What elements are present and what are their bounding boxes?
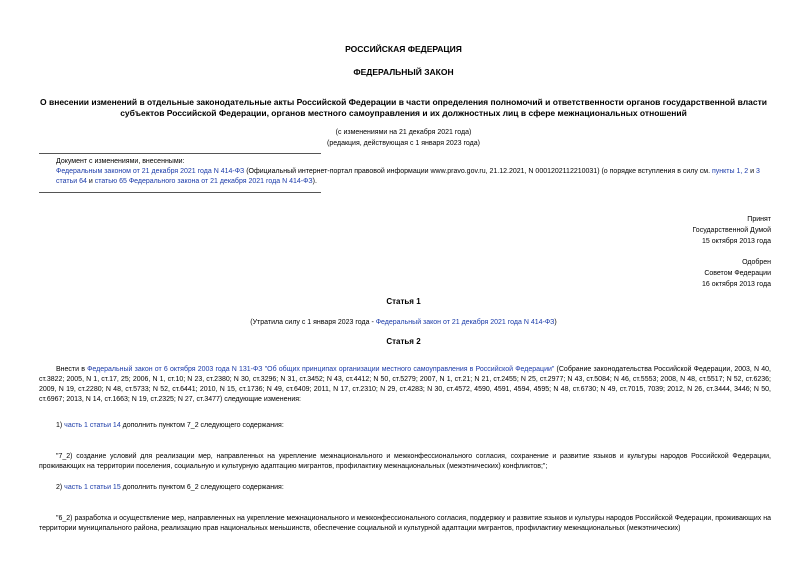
article-2-quote-2 xyxy=(39,514,771,534)
item-1-link[interactable]: часть 1 статьи 14 xyxy=(64,422,121,429)
accepted-block xyxy=(692,214,771,247)
doc-changes-text-3: и xyxy=(86,178,95,185)
doc-changes-text-1: (Официальный интернет-портал правовой информации www.pravo.gov.ru, 21.12.2021, N 0001202112210031) (о порядке вступления в силу см. xyxy=(244,168,712,175)
doc-changes-text-2: и xyxy=(748,168,756,175)
doc-changes-link-law[interactable]: Федеральным законом от 21 декабря 2021 года N 414-ФЗ xyxy=(56,168,245,175)
doc-changes-text-4: ). xyxy=(312,178,317,185)
article-1-note xyxy=(36,318,771,328)
divider-top xyxy=(39,153,321,154)
approved-line-1: Одобрен xyxy=(742,259,771,266)
article-2-heading: Статья 2 xyxy=(386,337,421,346)
doc-changes-link-article64[interactable]: 3 статьи 64 xyxy=(56,168,760,185)
doc-changes-label: Документ с изменениями, внесенными: xyxy=(56,158,185,165)
quote-2-text: "6_2) разработка и осуществление мер, направленных на укрепление межнационального и межконфессионального согласия, поддержку и развитие языков и культуры народов Российской Федерации, проживающих на территории муниципального района, реализацию прав национальных меньшинств, обеспечение социальной и культурной адаптации мигрантов, профилактику межнациональных (межэтнических) xyxy=(39,515,771,532)
article-1-heading: Статья 1 xyxy=(386,297,421,306)
item-2-link[interactable]: часть 1 статьи 15 xyxy=(64,484,121,491)
item-2-suffix: дополнить пунктом 6_2 следующего содержания: xyxy=(120,484,284,491)
article-2-intro-suffix: (Собрание законодательства Российской Федерации, 2003, N 40, ст.3822; 2005, N 1, ст.17, 25; 2006, N 1, ст.10; N 23, ст.2380; N 30, ст.3296; N 31, ст.3452; N 43, ст.4412; N 50, ст.5279; 2007, N 1, ст.21; N 21, ст.2455; N 25, ст.2977; N 43, ст.5084; N 46, ст.5553; 2008, N 48, ст.5517; N 52, ст.6236; 2009, N 19, ст.2280; N 48, ст.5733; N 52, ст.6441; 2010, N 15, ст.1736; N 49, ст.6409; 2011, N 17, ст.2310; N 29, ст.4283; N 30, ст.4572, 4590, 4591, 4594, 4595; N 48, ст.6730; N 49, ст.7015, 7039; 2012, N 26, ст.3444, 3446; N 50, ст.6967; 2013, N 14, ст.1663; N 19, ст.2325; N 27, ст.3477) следующие изменения: xyxy=(39,366,771,403)
article-2-quote-1 xyxy=(39,452,771,472)
article-2-item-2 xyxy=(39,483,771,493)
accepted-line-2: Государственной Думой xyxy=(692,227,771,234)
doc-changes-text xyxy=(39,167,771,187)
country-heading: РОССИЙСКАЯ ФЕДЕРАЦИЯ xyxy=(345,44,462,54)
quote-1-text: "7_2) создание условий для реализации мер, направленных на укрепление межнационального и межконфессионального согласия, сохранение и развитие языков и культуры народов Российской Федерации, проживающих на территории поселения, социальную и культурную адаптацию мигрантов, профилактику межнациональных (межэтнических) конфликтов;"; xyxy=(39,453,771,470)
law-title: О внесении изменений в отдельные законодательные акты Российской Федерации в части определения полномочий и ответственности органов государственной власти субъектов Российской Федерации, органов местного самоуправления и их должностных лиц в сфере межнациональных отношений xyxy=(40,97,767,118)
edition-changes: (с изменениями на 21 декабря 2021 года) xyxy=(335,129,472,136)
article-2-intro xyxy=(39,365,771,405)
edition-valid: (редакция, действующая с 1 января 2023 года) xyxy=(327,140,480,147)
item-1-prefix: 1) xyxy=(56,422,65,429)
article-2-intro-link[interactable]: Федеральный закон от 6 октября 2003 года N 131-ФЗ "Об общих принципах организации местного самоуправления в Российской Федерации" xyxy=(87,366,555,373)
divider-bottom xyxy=(39,192,321,193)
doc-changes-link-points[interactable]: пункты 1, 2 xyxy=(712,168,749,175)
item-1-suffix: дополнить пунктом 7_2 следующего содержания: xyxy=(120,422,284,429)
doc-changes-block xyxy=(39,157,771,187)
approved-line-2: Советом Федерации xyxy=(704,270,771,277)
article-2-item-1 xyxy=(39,421,771,431)
accepted-line-1: Принят xyxy=(747,216,771,223)
article-1-note-prefix: (Утратила силу с 1 января 2023 года - xyxy=(250,319,376,326)
article-1-note-link[interactable]: Федеральный закон от 21 декабря 2021 года N 414-ФЗ xyxy=(375,319,555,326)
doc-changes-link-article65[interactable]: статью 65 Федерального закона от 21 декабря 2021 года N 414-ФЗ xyxy=(94,178,313,185)
approved-block xyxy=(702,257,771,290)
article-2-intro-prefix: Внести в xyxy=(56,366,88,373)
article-1-note-suffix: ) xyxy=(554,319,557,326)
item-2-prefix: 2) xyxy=(56,484,65,491)
approved-line-3: 16 октября 2013 года xyxy=(702,281,771,288)
accepted-line-3: 15 октября 2013 года xyxy=(702,238,771,245)
law-type-heading: ФЕДЕРАЛЬНЫЙ ЗАКОН xyxy=(353,67,454,77)
